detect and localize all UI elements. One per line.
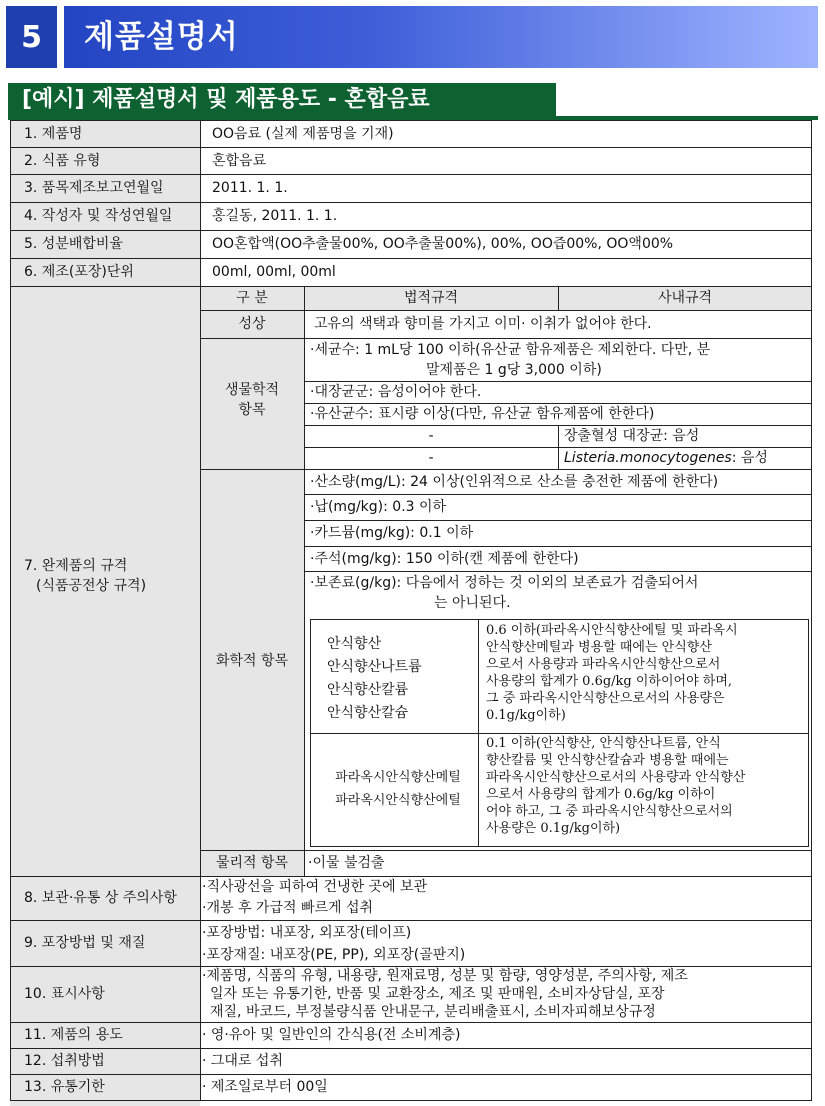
row-label: 6. 제조(포장)단위 — [24, 264, 134, 280]
chem-tin: ·주석(mg/kg): 150 이하(캔 제품에 한한다) — [310, 550, 579, 567]
row-label: 2. 식품 유형 — [24, 152, 101, 169]
grid-line — [10, 1074, 812, 1075]
preservative-limit-2 — [481, 734, 809, 846]
preservative-name: 안식향산칼슘 — [327, 705, 409, 721]
micro-label-2: 항목 — [238, 402, 266, 418]
col-head-legal: 법적규격 — [403, 290, 459, 306]
col-head-internal: 사내규격 — [657, 290, 713, 306]
listeria-result: : 음성 — [731, 450, 768, 466]
grid-line — [304, 403, 812, 404]
preservative-limit-line: 사용량은 0.1g/kg이하) — [486, 821, 621, 836]
grid-line — [304, 381, 812, 382]
micro-dash: - — [428, 450, 434, 466]
preservative-limit-line: 그 중 파라옥시안식향산으로서의 사용량은 — [486, 691, 725, 706]
row-label: 3. 품목제조보고연월일 — [24, 180, 164, 196]
row-value-line: ·제품명, 식품의 유형, 내용량, 원재료명, 성분 및 함량, 영양성분, 주의사항, 제조 — [202, 968, 688, 984]
phys-label: 물리적 항목 — [215, 855, 289, 871]
row-value: 혼합음료 — [212, 152, 267, 169]
row-value-line: ·포장방법: 내포장, 외포장(테이프) — [202, 925, 412, 941]
row-value-line: ·포장재질: 내포장(PE, PP), 외포장(골판지) — [202, 947, 466, 963]
section-title: 제품설명서 — [84, 19, 239, 55]
grid-line — [808, 619, 809, 847]
row-label: 8. 보관·유통 상 주의사항 — [24, 890, 177, 906]
grid-line — [304, 571, 812, 572]
preservative-name: 파라옥시안식향산에틸 — [335, 793, 461, 808]
grid-line — [10, 966, 812, 967]
row-value: · 그대로 섭취 — [202, 1053, 283, 1069]
phys-text: ·이물 불검출 — [308, 855, 385, 871]
grid-line — [310, 619, 311, 847]
preservative-name: 파라옥시안식향산메틸 — [335, 770, 461, 785]
grid-line — [200, 120, 201, 1101]
grid-line — [304, 546, 812, 547]
chem-label: 화학적 항목 — [215, 653, 289, 669]
row-value: 2011. 1. 1. — [212, 180, 288, 196]
grid-line — [304, 425, 812, 426]
micro-listeria — [558, 447, 812, 469]
row-value: · 영·유아 및 일반인의 간식용(전 소비계층) — [202, 1027, 461, 1043]
micro-label-block — [200, 380, 304, 424]
row-value — [200, 967, 812, 1021]
row-label: 5. 성분배합비율 — [24, 236, 123, 252]
micro-lactic: ·유산균수: 표시량 이상(다만, 유산균 함유제품에 한한다) — [310, 406, 655, 422]
micro-coliform: ·대장균군: 음성이어야 한다. — [310, 384, 482, 400]
row-value: OO음료 (실제 제품명을 기재) — [212, 125, 394, 142]
header-separator — [57, 6, 64, 68]
grid-line — [310, 733, 809, 734]
preservative-limit-line: 어야 하고, 그 중 파라옥시안식향산으로서의 — [486, 804, 733, 819]
grid-line — [811, 120, 812, 1101]
preservative-name: 안식향산칼륨 — [327, 682, 409, 698]
row-value — [200, 922, 812, 964]
r7-label-sub: (식품공전상 규격) — [36, 578, 147, 594]
r7-label-block — [10, 556, 200, 600]
chem-preservative — [304, 572, 812, 616]
micro-bacteria-line1: ·세균수: 1 mL당 100 이하(유산균 함유제품은 제외한다. 다만, 분 — [310, 342, 711, 358]
row-label: 10. 표시사항 — [24, 986, 105, 1002]
row-value-line: 재질, 바코드, 부정불량식품 안내문구, 분리배출표시, 소비자피해보상규정 — [210, 1004, 656, 1020]
grid-line — [10, 1048, 812, 1049]
grid-line — [304, 520, 812, 521]
preservative-names-1 — [327, 633, 475, 725]
grid-line — [310, 619, 809, 620]
preservative-limit-line: 사용량의 합계가 0.6g/kg 이하이어야 하며, — [486, 674, 733, 689]
grid-line — [10, 1100, 812, 1101]
subcat-bg — [200, 286, 304, 876]
grid-line — [478, 619, 479, 847]
chem-cadmium: ·카드뮴(mg/kg): 0.1 이하 — [310, 525, 474, 541]
grid-line — [10, 920, 812, 921]
section-number: 5 — [6, 6, 57, 68]
chem-oxygen: ·산소량(mg/L): 24 이상(인위적으로 산소를 충전한 제품에 한한다) — [310, 473, 719, 490]
row-label: 11. 제품의 용도 — [24, 1027, 123, 1043]
col-head-gubun: 구 분 — [236, 290, 268, 306]
row-value: OO혼합액(OO추출물00%, OO추출물00%), 00%, OO즙00%, OO액00% — [212, 236, 674, 252]
chem-lead: ·납(mg/kg): 0.3 이하 — [310, 499, 447, 515]
preservative-limit-line: 안식향산메틸과 병용할 때에는 안식향산 — [486, 640, 712, 655]
grid-line — [10, 120, 11, 1101]
row-value — [200, 877, 812, 919]
row-label: 4. 작성자 및 작성연월일 — [24, 208, 173, 224]
micro-ehec: 장출혈성 대장균: 음성 — [564, 428, 700, 444]
row-value: · 제조일로부터 00일 — [202, 1079, 328, 1095]
preservative-limit-line: 0.1g/kg이하) — [486, 708, 566, 723]
preservative-limit-1 — [481, 621, 809, 733]
grid-line — [10, 286, 812, 287]
row-label: 13. 유통기한 — [24, 1079, 105, 1095]
grid-line — [10, 174, 812, 175]
preservative-limit-line: 파라옥시안식향산으로서의 사용량과 안식향산 — [486, 770, 746, 785]
micro-bacteria — [304, 339, 812, 381]
row-label: 1. 제품명 — [24, 125, 83, 142]
preservative-limit-line: 으로서 사용량의 합계가 0.6g/kg 이하이 — [486, 787, 716, 802]
chem-preservative-line2: 는 아니된다. — [434, 595, 511, 611]
preservative-limit-line: 으로서 사용량과 파라옥시안식향산으로서 — [486, 657, 721, 672]
grid-line — [310, 846, 809, 847]
grid-line — [304, 286, 305, 876]
chem-preservative-line1: ·보존료(g/kg): 다음에서 정하는 것 이외의 보존료가 검출되어서 — [310, 575, 699, 591]
grid-line — [10, 1022, 812, 1023]
grid-line — [10, 202, 812, 203]
micro-bacteria-line2: 말제품은 1 g당 3,000 이하) — [426, 362, 602, 378]
preservative-limit-line: 향산칼륨 및 안식향산칼슘과 병용할 때에는 — [486, 753, 729, 768]
sensory-text: 고유의 색택과 향미를 가지고 이미· 이취가 없어야 한다. — [314, 316, 652, 332]
grid-line — [200, 469, 812, 470]
grid-line — [200, 338, 812, 339]
grid-line — [10, 120, 812, 121]
micro-dash: - — [428, 428, 434, 444]
grid-line — [10, 230, 812, 231]
sensory-label: 성상 — [238, 316, 266, 332]
preservative-names-2 — [318, 766, 478, 812]
row-value-line: ·개봉 후 가급적 빠르게 섭취 — [202, 900, 374, 916]
preservative-name: 안식향산 — [327, 636, 382, 652]
grid-line — [558, 286, 559, 310]
micro-label: 생물학적 — [224, 382, 280, 398]
r7-label: 7. 완제품의 규격 — [24, 558, 128, 574]
row-value-line: 일자 또는 유통기한, 반품 및 교환장소, 제조 및 판매원, 소비자상담실, 포장 — [210, 986, 665, 1002]
row-label: 12. 섭취방법 — [24, 1053, 105, 1069]
grid-line — [10, 147, 812, 148]
grid-line — [304, 447, 812, 448]
row-value-line: ·직사광선을 피하여 건냉한 곳에 보관 — [202, 879, 428, 895]
row-label: 9. 포장방법 및 재질 — [24, 935, 146, 951]
preservative-name: 안식향산나트륨 — [327, 659, 422, 675]
grid-line — [200, 850, 812, 851]
grid-line — [10, 258, 812, 259]
grid-line — [200, 310, 812, 311]
preservative-limit-line: 0.1 이하(안식향산, 안식향산나트륨, 안식 — [486, 736, 721, 751]
listeria-name: Listeria.monocytogenes — [564, 450, 732, 466]
grid-line — [304, 494, 812, 495]
row-value: 홍길동, 2011. 1. 1. — [212, 208, 338, 224]
preservative-limit-line: 0.6 이하(파라옥시안식향산에틸 및 파라옥시 — [486, 623, 738, 638]
row-value: 00ml, 00ml, 00ml — [212, 264, 336, 280]
grid-line — [10, 876, 812, 877]
subtitle-banner: [예시] 제품설명서 및 제품용도 - 혼합음료 — [8, 83, 556, 117]
